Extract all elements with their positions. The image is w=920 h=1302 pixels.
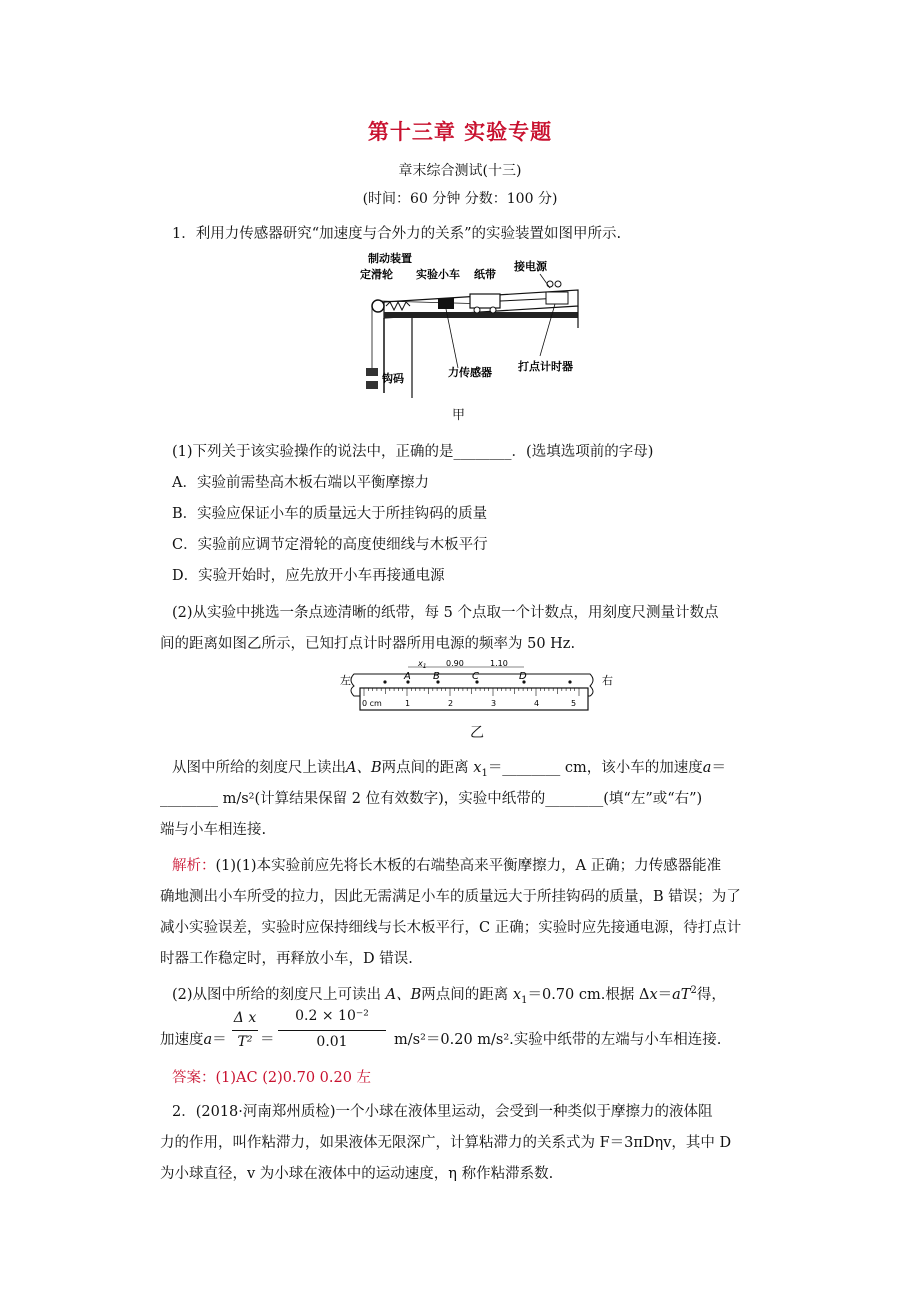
- cart-wheel: [474, 307, 480, 313]
- power-terminal-icon: [555, 281, 561, 287]
- q1-fill-line1: 从图中所给的刻度尺上读出A、B两点间的距离 $x_1=\_\_\_\_\_\_\_\_$ cm，该小车的加速度a＝: [172, 760, 726, 779]
- analysis-para1-line3: 减小实验误差，实验时应保持细线与长木板平行，C 正确；实验时应先接通电源，待打点计: [160, 920, 742, 936]
- answer-line: 答案：(1)AC (2)0.70 0.20 左: [172, 1070, 372, 1086]
- q1-part2-line2: 间的距离如图乙所示，已知打点计时器所用电源的频率为 50 Hz.: [160, 636, 576, 652]
- ruler-tick-4: 4: [534, 699, 540, 708]
- fraction1-bar: [232, 1030, 258, 1031]
- label-pulley: 定滑轮: [360, 268, 393, 281]
- point-d-label: D: [519, 671, 527, 682]
- option-b: B．实验应保证小车的质量远大于所挂钩码的质量: [172, 506, 488, 522]
- force-sensor-block: [438, 298, 454, 309]
- weight-icon: [366, 381, 378, 389]
- cart-wheel: [490, 307, 496, 313]
- q1-part2-line1: (2)从实验中挑选一条点迹清晰的纸带，每 5 个点取一个计数点，用刻度尺测量计数点: [172, 605, 719, 621]
- q2-line3: 为小球直径，v 为小球在液体中的运动速度，η 称作粘滞系数.: [160, 1166, 554, 1182]
- analysis-para2-line1: (2)从图中所给的刻度尺上可读出 A、B两点间的距离 $x_1=0.70$ cm.根据 $\Delta x=aT^2$得，: [172, 985, 726, 1006]
- q1-fill-line2: ________ m/s²(计算结果保留 2 位有效数字)，实验中纸带的________(填“左”或“右”): [160, 791, 703, 807]
- weight-icon: [366, 368, 378, 376]
- formula-eq2: ＝: [260, 1032, 275, 1048]
- point-a-label: A: [404, 671, 411, 682]
- answer-label: 答案：: [172, 1070, 216, 1086]
- analysis-label: 解析：: [172, 858, 216, 874]
- ruler-tick-5: 5: [571, 699, 577, 708]
- q2-line1: 2．(2018·河南郑州质检)一个小球在液体里运动，会受到一种类似于摩擦力的液体阻: [172, 1104, 713, 1120]
- apparatus-figure: [350, 248, 600, 408]
- power-terminal-icon: [547, 281, 553, 287]
- d1-label: 0.90: [446, 660, 464, 668]
- label-timer: 打点计时器: [518, 360, 573, 373]
- ruler-tick-1: 1: [405, 699, 411, 708]
- label-cart: 实验小车: [416, 268, 460, 281]
- ruler-body: [360, 688, 588, 710]
- ruler-tick-2: 2: [448, 699, 454, 708]
- ruler-tick-3: 3: [491, 699, 497, 708]
- board-edge: [384, 312, 578, 318]
- option-d: D．实验开始时，应先放开小车再接通电源: [172, 568, 445, 584]
- d2-label: 1.10: [490, 660, 508, 668]
- ruler-figure: [338, 660, 618, 716]
- timer-device: [546, 292, 568, 304]
- q1-part1: (1)下列关于该实验操作的说法中，正确的是________．(选填选项前的字母): [172, 444, 654, 460]
- formula-line: 加速度a＝: [160, 1032, 227, 1048]
- ruler-unit: 0 cm: [362, 699, 382, 708]
- fraction2-denominator: 0.01: [316, 1034, 348, 1050]
- option-c: C．实验前应调节定滑轮的高度使细线与木板平行: [172, 537, 488, 553]
- pulley-icon: [372, 300, 384, 312]
- formula-tail: m/s²＝0.20 m/s².实验中纸带的左端与小车相连接.: [394, 1032, 722, 1048]
- fraction1-numerator: Δ x: [233, 1010, 257, 1026]
- option-a: A．实验前需垫高木板右端以平衡摩擦力: [172, 475, 429, 491]
- time-score-info: (时间：60 分钟 分数：100 分): [362, 191, 558, 207]
- label-weights: 钩码: [382, 372, 404, 385]
- ruler-left-label: 左: [340, 674, 351, 687]
- q1-stem: 1．利用力传感器研究“加速度与合外力的关系”的实验装置如图甲所示.: [172, 226, 622, 242]
- timer-pointer: [540, 304, 555, 356]
- label-power: 接电源: [514, 260, 547, 273]
- q2-line2: 力的作用，叫作粘滞力，如果液体无限深广，计算粘滞力的关系式为 F＝3πDηv，其中 D: [160, 1135, 732, 1151]
- test-subtitle: 章末综合测试(十三): [398, 163, 522, 179]
- analysis-para1-line2: 确地测出小车所受的拉力，因此无需满足小车的质量远大于所挂钩码的质量，B 错误；为了: [160, 889, 741, 905]
- cart-body: [470, 294, 500, 308]
- analysis-para1-line1: 解析：(1)(1)本实验前应先将长木板的右端垫高来平衡摩擦力，A 正确；力传感器能准: [172, 858, 722, 874]
- tape-dot: [383, 680, 386, 683]
- point-b-label: B: [433, 671, 440, 682]
- chapter-title: 第十三章 实验专题: [367, 119, 553, 144]
- figure-caption-yi: 乙: [470, 725, 484, 741]
- q1-fill-line3: 端与小车相连接.: [160, 822, 267, 838]
- label-brake: 制动装置: [368, 252, 412, 265]
- label-sensor: 力传感器: [448, 366, 492, 379]
- ruler-right-label: 右: [602, 674, 613, 687]
- tape-dot: [568, 680, 571, 683]
- fraction1-denominator: T²: [237, 1034, 253, 1050]
- x1-label: $x_1$: [418, 660, 427, 670]
- figure-caption-jia: 甲: [452, 408, 466, 423]
- label-tape: 纸带: [474, 268, 496, 281]
- point-c-label: C: [472, 671, 479, 682]
- fraction2-numerator: 0.2 × 10⁻²: [295, 1008, 369, 1024]
- fraction2-bar: [278, 1030, 386, 1031]
- analysis-para1-line4: 时器工作稳定时，再释放小车，D 错误.: [160, 951, 413, 967]
